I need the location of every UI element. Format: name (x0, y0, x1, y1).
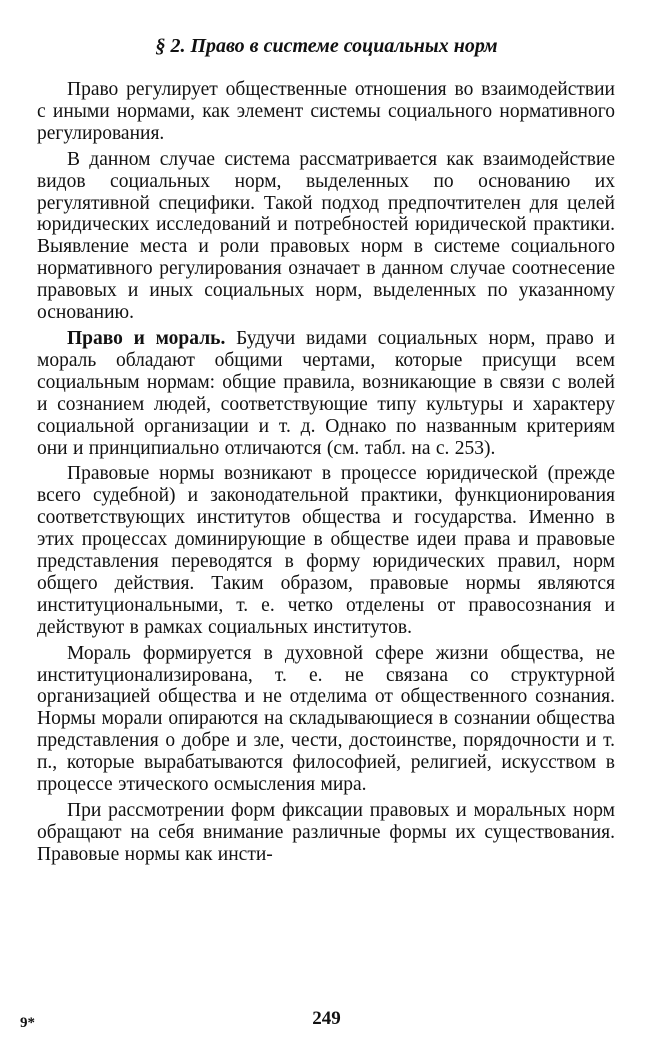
paragraph-3-text: Будучи видами социальных норм, право и мораль обладают общими чертами, которые присущи всем социальным нормам: общие правила, возникающие в связи с волей и сознанием людей, соответствующие типу культуры и характеру социальной организации и т. д. Однако по названным критериям они и принципиально отличаются (см. табл. на с. 253). (37, 327, 615, 459)
section-heading: § 2. Право в системе социальных норм (155, 35, 498, 57)
paragraph-2-text: В данном случае система рассматривается как взаимодействие видов социальных норм, выделенных по основанию их регулятивной специфики. Такой подход предпочтителен для целей юридических исследований и потребностей юридической практики. Выявление места и роли правовых норм в системе социального нормативного регулирования означает в данном случае соотнесение правовых и иных социальных норм, выделенных по указанному основанию. (37, 148, 615, 324)
paragraph-3-lead: Право и мораль. (67, 327, 226, 349)
paragraph-2 (37, 149, 615, 324)
paragraph-4 (37, 463, 615, 638)
page-number: 249 (312, 1008, 341, 1029)
paragraph-4-text: Правовые нормы возникают в процессе юридической (прежде всего судебной) и законодательной практики, функционирования соответствующих институтов общества и государства. Именно в этих процессах доминирующие в обществе идеи права и правовые представления переводятся в форму юридических правил, норм общего действия. Таким образом, правовые нормы являются институциональными, т. е. четко отделены от правосознания и действуют в рамках социальных институтов. (37, 463, 615, 638)
paragraph-5-text: Мораль формируется в духовной сфере жизни общества, не институционализирована, т. е. не связана со структурной организацией общества и не отделима от общественного сознания. Нормы морали опираются на складывающиеся в сознании общества представления о добре и зле, чести, достоинстве, порядочности и т. п., которые вырабатываются философией, религией, искусством в процессе этического осмысления мира. (37, 642, 615, 796)
paragraph-3 (37, 328, 615, 459)
paragraph-5 (37, 643, 615, 796)
paragraph-1-text: Право регулирует общественные отношения во взаимодействии с иными нормами, как элемент системы социального нормативного регулирования. (37, 79, 615, 144)
paragraph-1 (37, 79, 615, 145)
signature-mark: 9* (20, 1015, 35, 1031)
body-text (37, 79, 615, 866)
paragraph-6 (37, 800, 615, 866)
paragraph-6-text: При рассмотрении форм фиксации правовых и моральных норм обращают на себя внимание различные формы их существования. Правовые нормы как инсти- (37, 800, 615, 865)
